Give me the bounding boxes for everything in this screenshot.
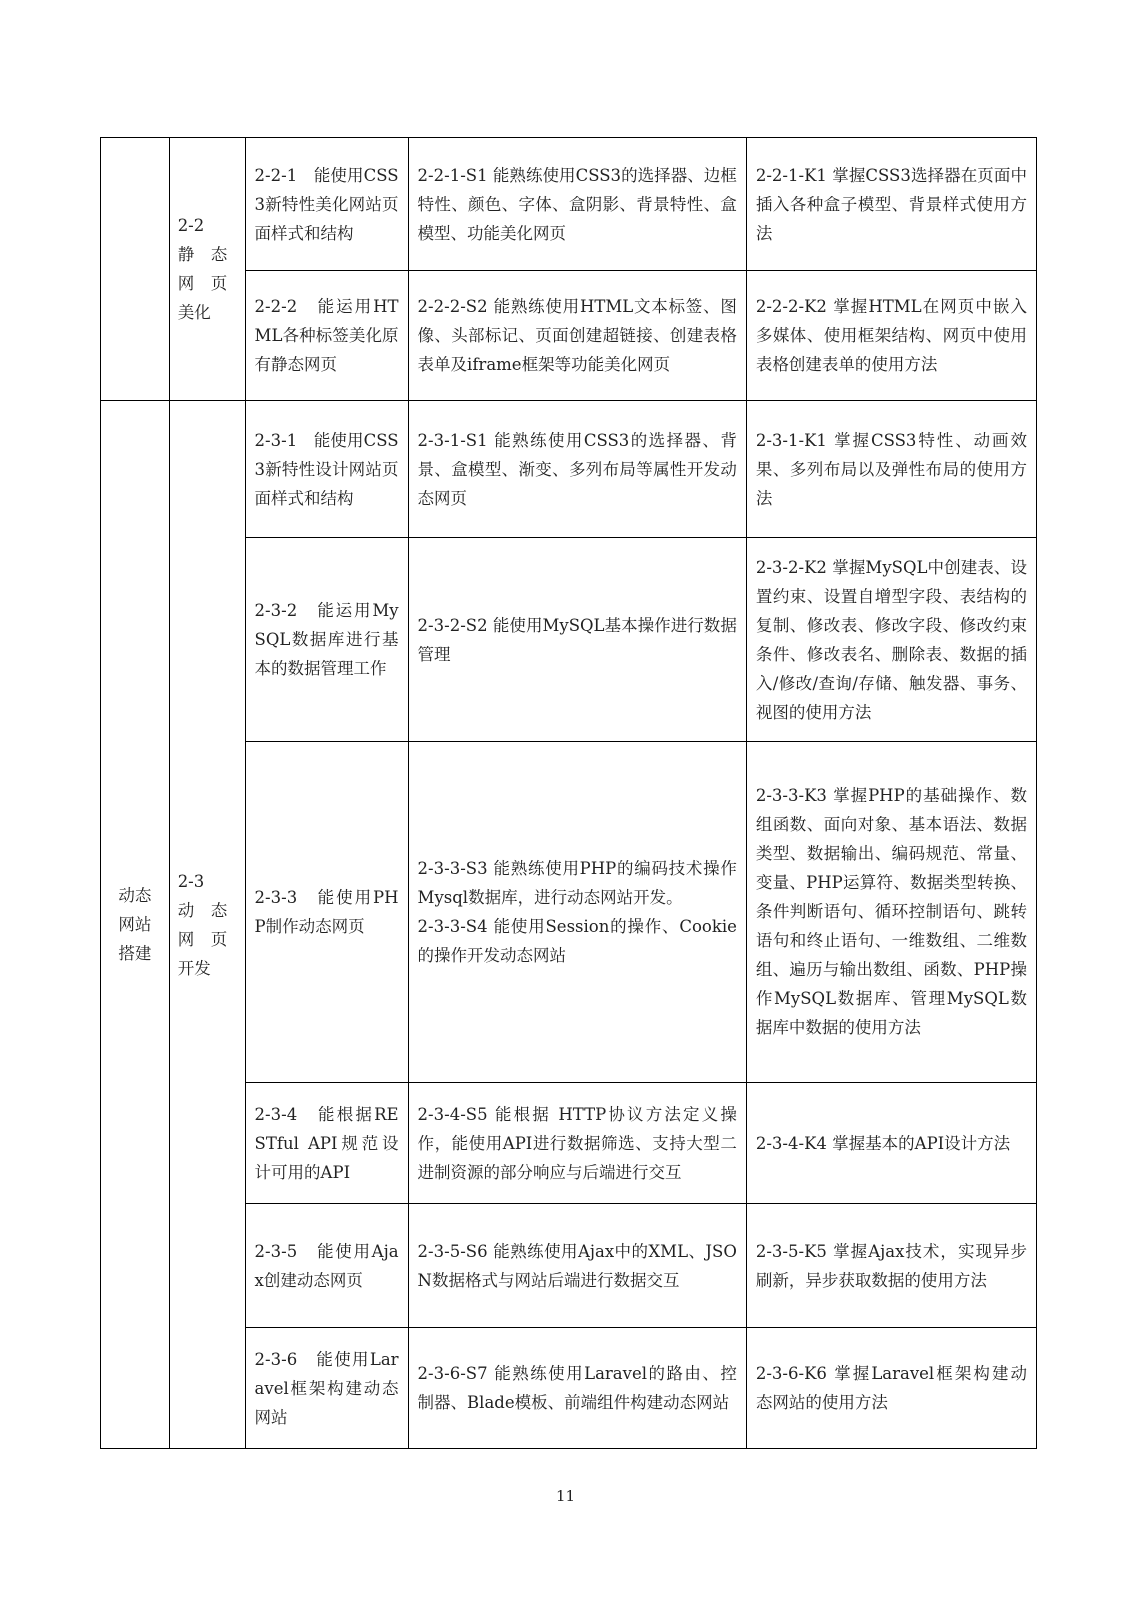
knowledge-cell: 2-2-2-K2 掌握HTML在网页中嵌入多媒体、使用框架结构、网页中使用表格创建表单的使用方法 (746, 271, 1036, 401)
skill-cell: 2-3-6-S7 能熟练使用Laravel的路由、控制器、Blade模板、前端组件构建动态网站 (408, 1328, 746, 1449)
category-cell: 动态 网站 搭建 (101, 401, 170, 1449)
skill-cell: 2-3-2-S2 能使用MySQL基本操作进行数据管理 (408, 538, 746, 741)
knowledge-cell: 2-3-2-K2 掌握MySQL中创建表、设置约束、设置自增型字段、表结构的复制、修改表、修改字段、修改约束条件、修改表名、删除表、数据的插入/修改/查询/存储、触发器、事务、视图的使用方法 (746, 538, 1036, 741)
table-row (101, 138, 1037, 271)
knowledge-cell: 2-3-4-K4 掌握基本的API设计方法 (746, 1083, 1036, 1204)
subsection-cell: 2-3 动 态 网 页 开发 (169, 401, 245, 1449)
knowledge-cell: 2-3-3-K3 掌握PHP的基础操作、数组函数、面向对象、基本语法、数据类型、数据输出、编码规范、常量、变量、PHP运算符、数据类型转换、条件判断语句、循环控制语句、跳转语句和终止语句、一维数组、二维数组、遍历与输出数组、函数、PHP操作MySQL数据库、管理MySQL数据库中数据的使用方法 (746, 741, 1036, 1082)
ability-cell: 2-2-1 能使用CSS3新特性美化网站页面样式和结构 (245, 138, 408, 271)
ability-cell: 2-3-4 能根据RESTful API规范设计可用的API (245, 1083, 408, 1204)
ability-cell: 2-3-2 能运用MySQL数据库进行基本的数据管理工作 (245, 538, 408, 741)
skill-cell: 2-3-1-S1 能熟练使用CSS3的选择器、背景、盒模型、渐变、多列布局等属性开发动态网页 (408, 401, 746, 538)
page-number: 11 (555, 1487, 576, 1505)
skill-cell: 2-3-4-S5 能根据 HTTP协议方法定义操作，能使用API进行数据筛选、支持大型二进制资源的部分响应与后端进行交互 (408, 1083, 746, 1204)
ability-cell: 2-3-5 能使用Ajax创建动态网页 (245, 1204, 408, 1328)
knowledge-cell: 2-3-5-K5 掌握Ajax技术，实现异步刷新，异步获取数据的使用方法 (746, 1204, 1036, 1328)
ability-cell: 2-3-3 能使用PHP制作动态网页 (245, 741, 408, 1082)
ability-cell: 2-2-2 能运用HTML各种标签美化原有静态网页 (245, 271, 408, 401)
subsection-cell: 2-2 静 态 网 页 美化 (169, 138, 245, 401)
curriculum-table (100, 137, 1037, 1449)
knowledge-cell: 2-2-1-K1 掌握CSS3选择器在页面中插入各种盒子模型、背景样式使用方法 (746, 138, 1036, 271)
ability-cell: 2-3-1 能使用CSS3新特性设计网站页面样式和结构 (245, 401, 408, 538)
ability-cell: 2-3-6 能使用Laravel框架构建动态网站 (245, 1328, 408, 1449)
table-row (101, 401, 1037, 538)
skill-cell: 2-3-3-S3 能熟练使用PHP的编码技术操作Mysql数据库，进行动态网站开发。 2-3-3-S4 能使用Session的操作、Cookie的操作开发动态网站 (408, 741, 746, 1082)
knowledge-cell: 2-3-1-K1 掌握CSS3特性、动画效果、多列布局以及弹性布局的使用方法 (746, 401, 1036, 538)
skill-cell: 2-3-5-S6 能熟练使用Ajax中的XML、JSON数据格式与网站后端进行数据交互 (408, 1204, 746, 1328)
skill-cell: 2-2-1-S1 能熟练使用CSS3的选择器、边框特性、颜色、字体、盒阴影、背景特性、盒模型、功能美化网页 (408, 138, 746, 271)
knowledge-cell: 2-3-6-K6 掌握Laravel框架构建动态网站的使用方法 (746, 1328, 1036, 1449)
category-cell (101, 138, 170, 401)
skill-cell: 2-2-2-S2 能熟练使用HTML文本标签、图像、头部标记、页面创建超链接、创建表格表单及iframe框架等功能美化网页 (408, 271, 746, 401)
